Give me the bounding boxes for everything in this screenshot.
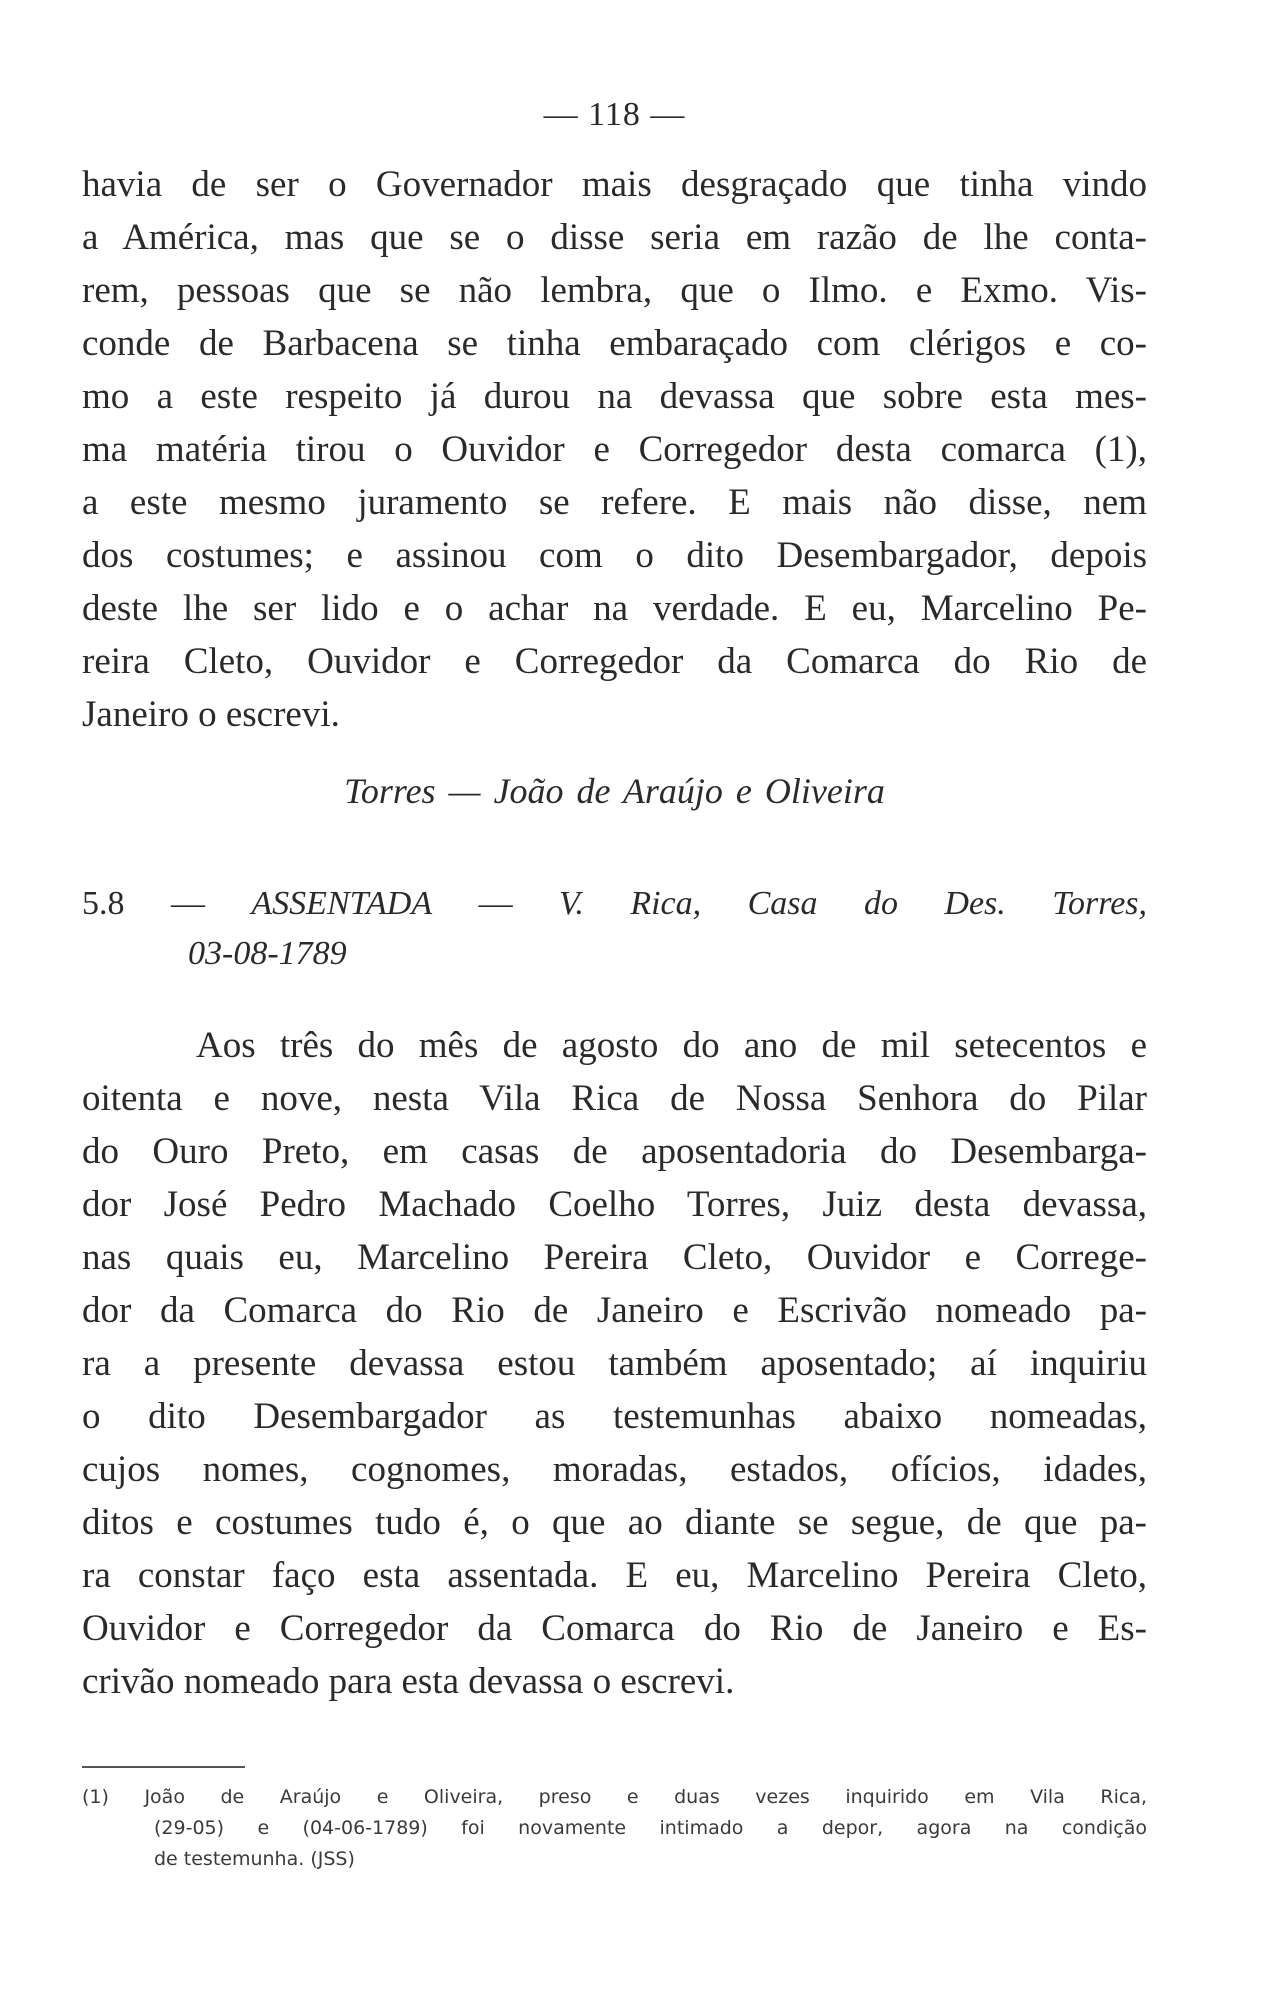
page-number: — 118 — (543, 96, 686, 133)
text-line: deste lhe ser lido e o achar na verdade. E eu, Marcelino Pe- (82, 588, 1147, 629)
section-heading (82, 879, 1147, 979)
footnote-line: (1) João de Araújo e Oliveira, preso e duas vezes inquirido em Vila Rica, (82, 1786, 1147, 1808)
text-line: Ouvidor e Corregedor da Comarca do Rio de Janeiro e Es- (82, 1608, 1147, 1649)
text-line: dor José Pedro Machado Coelho Torres, Juiz desta devassa, (82, 1184, 1147, 1225)
text-line: havia de ser o Governador mais desgraçado que tinha vindo (82, 164, 1147, 205)
section-number: 5.8 — (82, 885, 205, 922)
text-line: Aos três do mês de agosto do ano de mil setecentos e (196, 1025, 1147, 1066)
section-title: ASSENTADA (251, 885, 433, 922)
text-line: dos costumes; e assinou com o dito Desembargador, depois (82, 535, 1147, 576)
text-line: o dito Desembargador as testemunhas abaixo nomeadas, (82, 1396, 1147, 1437)
text-line: Janeiro o escrevi. (82, 694, 340, 735)
paragraph-testimony-end (82, 158, 1147, 741)
text-line: ma matéria tirou o Ouvidor e Corregedor desta comarca (1), (82, 429, 1147, 470)
footnote-divider (82, 1766, 245, 1768)
text-line: ra constar faço esta assentada. E eu, Marcelino Pereira Cleto, (82, 1555, 1147, 1596)
text-line: a América, mas que se o disse seria em razão de lhe conta- (82, 217, 1147, 258)
text-line: a este mesmo juramento se refere. E mais não disse, nem (82, 482, 1147, 523)
section-separator: — (478, 885, 513, 922)
text-line: rem, pessoas que se não lembra, que o Ilmo. e Exmo. Vis- (82, 270, 1147, 311)
text-line: conde de Barbacena se tinha embaraçado com clérigos e co- (82, 323, 1147, 364)
section-place: V. Rica, Casa do Des. Torres, (559, 885, 1148, 922)
footnote-line: de testemunha. (JSS) (154, 1848, 355, 1870)
text-line: cujos nomes, cognomes, moradas, estados, ofícios, idades, (82, 1449, 1147, 1490)
footnote (82, 1782, 1147, 1875)
section-heading-row (82, 879, 1147, 929)
footnote-line: (29-05) e (04-06-1789) foi novamente intimado a depor, agora na condição (154, 1817, 1147, 1839)
text-line: ditos e costumes tudo é, o que ao diante se segue, de que pa- (82, 1502, 1147, 1543)
signature-line: Torres — João de Araújo e Oliveira (344, 771, 885, 811)
text-line: reira Cleto, Ouvidor e Corregedor da Comarca do Rio de (82, 641, 1147, 682)
section-date: 03-08-1789 (188, 935, 347, 972)
text-line: mo a este respeito já durou na devassa que sobre esta mes- (82, 376, 1147, 417)
text-line: dor da Comarca do Rio de Janeiro e Escrivão nomeado pa- (82, 1290, 1147, 1331)
text-line: ra a presente devassa estou também aposentado; aí inquiriu (82, 1343, 1147, 1384)
text-line: crivão nomeado para esta devassa o escrevi. (82, 1661, 735, 1702)
text-line: nas quais eu, Marcelino Pereira Cleto, Ouvidor e Correge- (82, 1237, 1147, 1278)
text-line: do Ouro Preto, em casas de aposentadoria do Desembarga- (82, 1131, 1147, 1172)
paragraph-assentada (82, 1019, 1147, 1708)
text-line: oitenta e nove, nesta Vila Rica de Nossa Senhora do Pilar (82, 1078, 1147, 1119)
